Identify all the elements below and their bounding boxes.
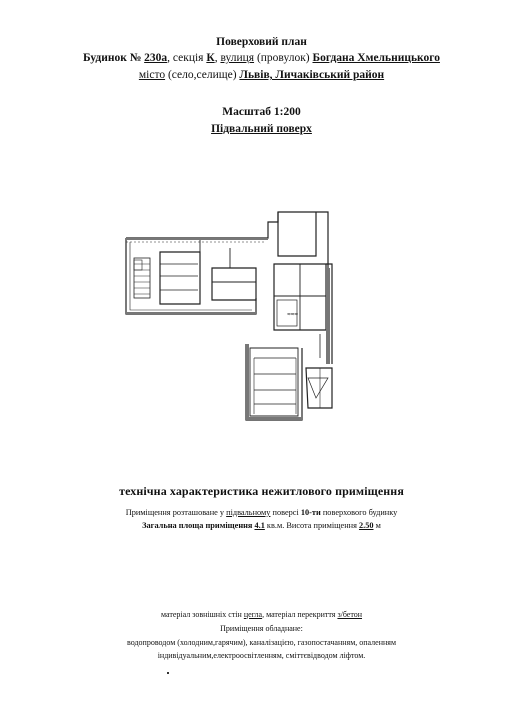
address-sep: , xyxy=(214,52,221,64)
area-mid: кв.м. Висота приміщення xyxy=(264,521,359,530)
materials-line xyxy=(0,610,523,619)
address-prefix: Будинок № xyxy=(83,52,145,64)
plan-walls xyxy=(126,212,332,420)
wall-material: цегла xyxy=(243,610,263,619)
materials-mid: , матеріал перекриття xyxy=(262,610,338,619)
area-line xyxy=(0,521,523,530)
location-suffix: поверхового будинку xyxy=(320,508,398,517)
utilities-line-2: індивідуальним,електроосвітленням, сміттєвідводом ліфтом. xyxy=(157,651,366,660)
street-alt: (провулок) xyxy=(254,52,313,64)
stray-mark xyxy=(167,672,169,674)
plan-title: Поверховий план xyxy=(216,36,307,48)
characteristics-heading: технічна характеристика нежитлового приміщення xyxy=(119,484,404,498)
location-line xyxy=(0,508,523,517)
materials-prefix: матеріал зовнішніх стін xyxy=(160,610,244,619)
stair-mark: ≈≈≈ xyxy=(287,311,298,318)
area-prefix: Загальна площа приміщення xyxy=(142,521,255,530)
scale-label: Масштаб 1:200 xyxy=(222,106,301,118)
floor-plan xyxy=(120,208,340,424)
location-mid: поверсі xyxy=(270,508,301,517)
stair-landing xyxy=(134,260,142,270)
utilities-line-1: водопроводом (холодним,гарячим), каналізацією, газопостачанням, опаленням xyxy=(126,638,397,647)
city-name: Львів, Личаківський район xyxy=(239,69,385,81)
city-alt: (село,селище) xyxy=(165,69,240,81)
section-value: К xyxy=(206,52,215,64)
plan-fills xyxy=(126,238,330,420)
address-line xyxy=(0,52,523,64)
building-number: 230а xyxy=(144,52,168,64)
street-word: вулиця xyxy=(220,52,255,64)
area-value: 4.1 xyxy=(254,521,265,530)
height-value: 2.50 xyxy=(358,521,374,530)
floor-label: Підвальний поверх xyxy=(211,123,312,135)
location-prefix: Приміщення розташоване у xyxy=(125,508,227,517)
street-name: Богдана Хмельницького xyxy=(312,52,440,64)
section-label: , секція xyxy=(167,52,207,64)
location-floor: підвальному xyxy=(226,508,271,517)
height-unit: м xyxy=(373,521,381,530)
floors-count: 10-ти xyxy=(300,508,321,517)
equipped-label: Приміщення обладнане: xyxy=(220,624,303,633)
floor-material: з/бетон xyxy=(337,610,363,619)
city-word: місто xyxy=(138,69,166,81)
city-line xyxy=(0,69,523,81)
